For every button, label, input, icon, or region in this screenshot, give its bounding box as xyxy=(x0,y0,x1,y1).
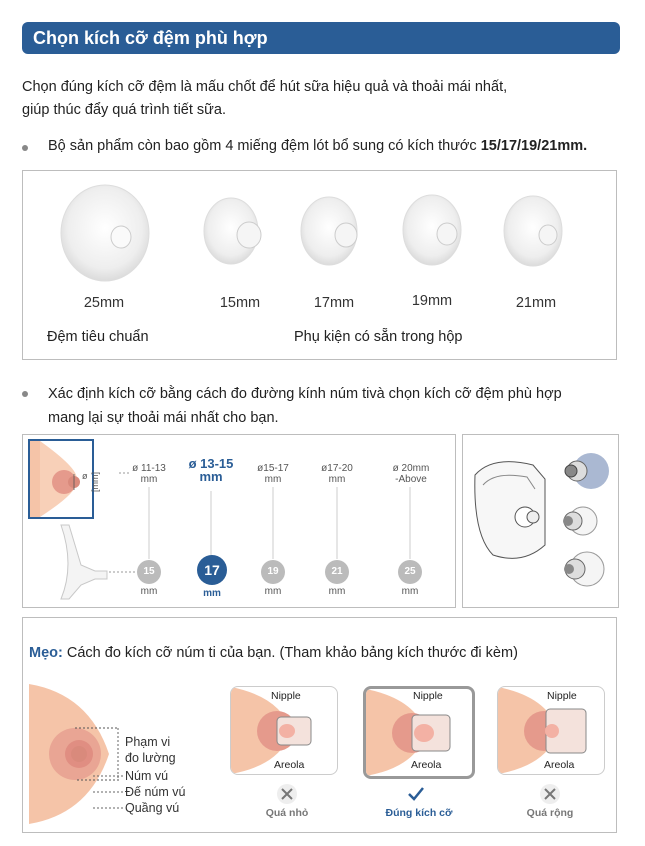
cushion-21mm-icon xyxy=(504,196,562,266)
cushion-size-label: 25mm xyxy=(83,295,125,311)
diagram-label-range-2: đo lường xyxy=(125,751,176,765)
intro-line-1: Chọn đúng kích cỡ đệm là mấu chốt để hút sữa hiệu quả và thoải mái nhất, xyxy=(22,79,508,95)
verdict-too-large: Quá rộng xyxy=(526,807,574,819)
diagram-label-range: Phạm vi xyxy=(125,735,171,749)
size-unit-highlight: mm xyxy=(203,588,221,599)
bullet-bold-sizes: 15/17/19/21mm. xyxy=(480,138,588,154)
check-icon xyxy=(405,783,427,805)
bullet-text: Bộ sản phẩm còn bao gồm 4 miếng đệm lót bổ sung có kích thước xyxy=(48,138,481,154)
tip-text: Cách đo kích cỡ núm ti của bạn. (Tham khảo bảng kích thước đi kèm) xyxy=(62,645,518,661)
size-circle-highlight: 17 xyxy=(197,555,227,585)
areola-label: Areola xyxy=(274,759,305,771)
cushion-size-label: 19mm xyxy=(411,293,453,309)
diagram-label-areola: Quầng vú xyxy=(125,801,180,815)
tip-panel xyxy=(22,617,617,833)
tip-heading xyxy=(29,645,518,661)
pump-illustration-panel xyxy=(462,434,619,608)
cushion-19mm-icon xyxy=(403,195,461,265)
bullet-line-2: mang lại sự thoải mái nhất cho bạn. xyxy=(48,410,279,426)
phi-symbol: ø xyxy=(82,471,88,481)
bullet-line-1: Xác định kích cỡ bằng cách đo đường kính núm tivà chọn kích cỡ đệm phù hợp xyxy=(48,386,562,402)
range-label: ø 11-13 mm xyxy=(132,463,166,485)
bullet-measure xyxy=(22,382,642,430)
cushion-sizes-panel xyxy=(22,170,617,360)
bullet-dot xyxy=(22,391,28,397)
size-circle: 25 xyxy=(398,560,422,584)
range-label-highlight: ø 13-15 mm xyxy=(188,456,234,484)
unit-label: [mm] xyxy=(90,472,100,492)
section-title: Chọn kích cỡ đệm phù hợp xyxy=(33,28,268,48)
cross-icon xyxy=(276,783,298,805)
diagram-label-nipple: Núm vú xyxy=(125,769,169,783)
range-label: ø 20mm -Above xyxy=(392,463,430,485)
diagram-label-nipple-base: Đế núm vú xyxy=(125,785,186,799)
nipple-label: Nipple xyxy=(547,690,577,702)
areola-label: Areola xyxy=(411,759,442,771)
cushion-size-label: 17mm xyxy=(313,295,355,311)
size-circle: 21 xyxy=(325,560,349,584)
intro-paragraph xyxy=(22,76,622,122)
nipple-label: Nipple xyxy=(413,690,443,702)
size-unit: mm xyxy=(264,586,282,597)
cross-icon xyxy=(539,783,561,805)
nipple-label: Nipple xyxy=(271,690,301,702)
size-unit: mm xyxy=(401,586,419,597)
breast-pump-icon xyxy=(463,435,618,607)
accessory-cushion-label: Phụ kiện có sẵn trong hộp xyxy=(294,329,463,345)
areola-label: Areola xyxy=(544,759,575,771)
cushion-size-label: 21mm xyxy=(515,295,557,311)
bullet-dot xyxy=(22,145,28,151)
size-unit: mm xyxy=(140,586,158,597)
section-title-bar xyxy=(22,22,620,54)
cushion-size-label: 15mm xyxy=(219,295,261,311)
size-unit: mm xyxy=(328,586,346,597)
range-label: ø17-20 mm xyxy=(321,463,353,485)
intro-line-2: giúp thúc đẩy quá trình tiết sữa. xyxy=(22,102,226,118)
verdict-too-small: Quá nhỏ xyxy=(265,807,309,819)
size-chart-panel xyxy=(22,434,456,608)
tip-bold: Mẹo: xyxy=(29,645,63,661)
leader-lines xyxy=(93,718,123,828)
cushion-25mm-icon xyxy=(61,185,149,281)
size-circle: 19 xyxy=(261,560,285,584)
cushion-17mm-icon xyxy=(301,197,357,265)
cushion-15mm-icon xyxy=(204,198,261,264)
verdict-correct: Đúng kích cỡ xyxy=(385,807,453,819)
range-label: ø15-17 mm xyxy=(257,463,289,485)
bullet-accessories xyxy=(22,138,642,154)
size-circle: 15 xyxy=(137,560,161,584)
standard-cushion-label: Đệm tiêu chuẩn xyxy=(47,329,149,345)
